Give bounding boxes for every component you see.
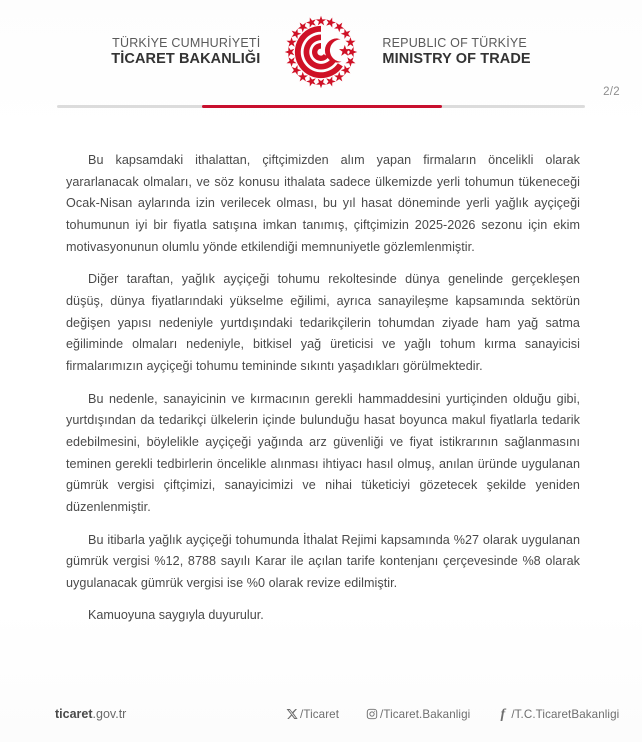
brand-turkish bbox=[111, 36, 282, 69]
social-link-x[interactable] bbox=[285, 708, 339, 721]
document-header bbox=[0, 0, 642, 112]
social-handle-instagram: /Ticaret.Bakanligi bbox=[380, 707, 471, 721]
brand-turkish-line1: TÜRKİYE CUMHURİYETİ bbox=[112, 35, 261, 50]
closing-line: Kamuoyuna saygıyla duyurulur. bbox=[88, 608, 264, 623]
header-divider bbox=[57, 105, 585, 108]
brand-english-line2: MINISTRY OF TRADE bbox=[382, 51, 531, 68]
paragraph-2: Diğer taraftan, yağlık ayçiçeği tohumu rekoltesinde dünya genelinde gerçekleşen düşüş, dünya fiyatlarındaki yükselme eğilimi, ayrıca sanayileşme kapsamında sektörün değişen yapısı nedeniyle yurtdışındaki tedarikçilerin tohumdan ziyade ham yağ satma eğiliminde olmaları nedeniyle, bitkisel yağ üreticisi ve yağlı tohum kırma sanayicisi firmalarımızın ayçiçeği tohumu temininde sıkıntı yaşadıkları görülmektedir. bbox=[66, 272, 580, 373]
brand-english-line1: REPUBLIC OF TÜRKİYE bbox=[382, 35, 527, 50]
instagram-icon bbox=[365, 708, 378, 721]
website-link[interactable] bbox=[55, 707, 126, 721]
website-tld: .gov.tr bbox=[92, 707, 127, 721]
header-divider-accent bbox=[202, 105, 442, 108]
paragraph-3: Bu nedenle, sanayicinin ve kırmacının gerekli hammaddesini yurtiçinden olduğu gibi, yurtdışından da tedarikçi ülkelerin içinde bulunduğu hasat boyunca makul fiyatlarla tedarik edebilmesini, böylelikle ayçiçeği yağında arz güvenliği ve fiyat istikrarının sağlanmasını teminen gerekli tedbirlerin öncelikle alınması ihtiyacı hasıl olmuş, anılan üründe uygulanan gümrük vergisi çiftçimizi, sanayicimizi ve nihai tüketiciyi gözetecek şekilde yeniden düzenlenmiştir. bbox=[66, 391, 580, 514]
brand-turkish-line2: TİCARET BAKANLIĞI bbox=[111, 51, 261, 68]
social-link-instagram[interactable] bbox=[365, 708, 470, 721]
paragraph-4: Bu itibarla yağlık ayçiçeği tohumunda İthalat Rejimi kapsamında %27 olarak uygulanan gümrük vergisi %12, 8788 sayılı Karar ile açılan tarife kontenjanı çerçevesinde %8 olarak uygulanacak gümrük vergisi ise %0 olarak revize edilmiştir. bbox=[66, 532, 580, 590]
paragraph-1: Bu kapsamdaki ithalattan, çiftçimizden alım yapan firmaların öncelikli olarak yararlanacak olmaları, ve söz konusu ithalata sadece ülkemizde yerli tohumun tükeneceği Ocak-Nisan aylarında izin verilecek olması, bu yıl hasat döneminde yerli yağlık ayçiçeği tohumunun iyi bir fiyatla satışına imkan tanımış, çiftçimizin 2025-2026 sezonu için ekim motivasyonunun olumlu yönde etkilendiği memnuniyetle gözlemlenmiştir. bbox=[66, 153, 580, 254]
document-body bbox=[66, 150, 580, 627]
website-bold-part: ticaret bbox=[55, 707, 93, 721]
x-twitter-icon bbox=[285, 708, 298, 721]
turkish-ministry-of-trade-emblem-icon bbox=[282, 13, 360, 91]
social-handle-x: /Ticaret bbox=[300, 707, 340, 721]
social-link-facebook[interactable] bbox=[496, 708, 619, 721]
social-handle-facebook: /T.C.TicaretBakanligi bbox=[511, 707, 620, 721]
page-indicator: 2/2 bbox=[603, 86, 620, 98]
document-footer bbox=[0, 686, 642, 742]
social-links bbox=[285, 708, 619, 721]
facebook-icon: f bbox=[500, 706, 506, 722]
brand-english bbox=[360, 36, 530, 69]
